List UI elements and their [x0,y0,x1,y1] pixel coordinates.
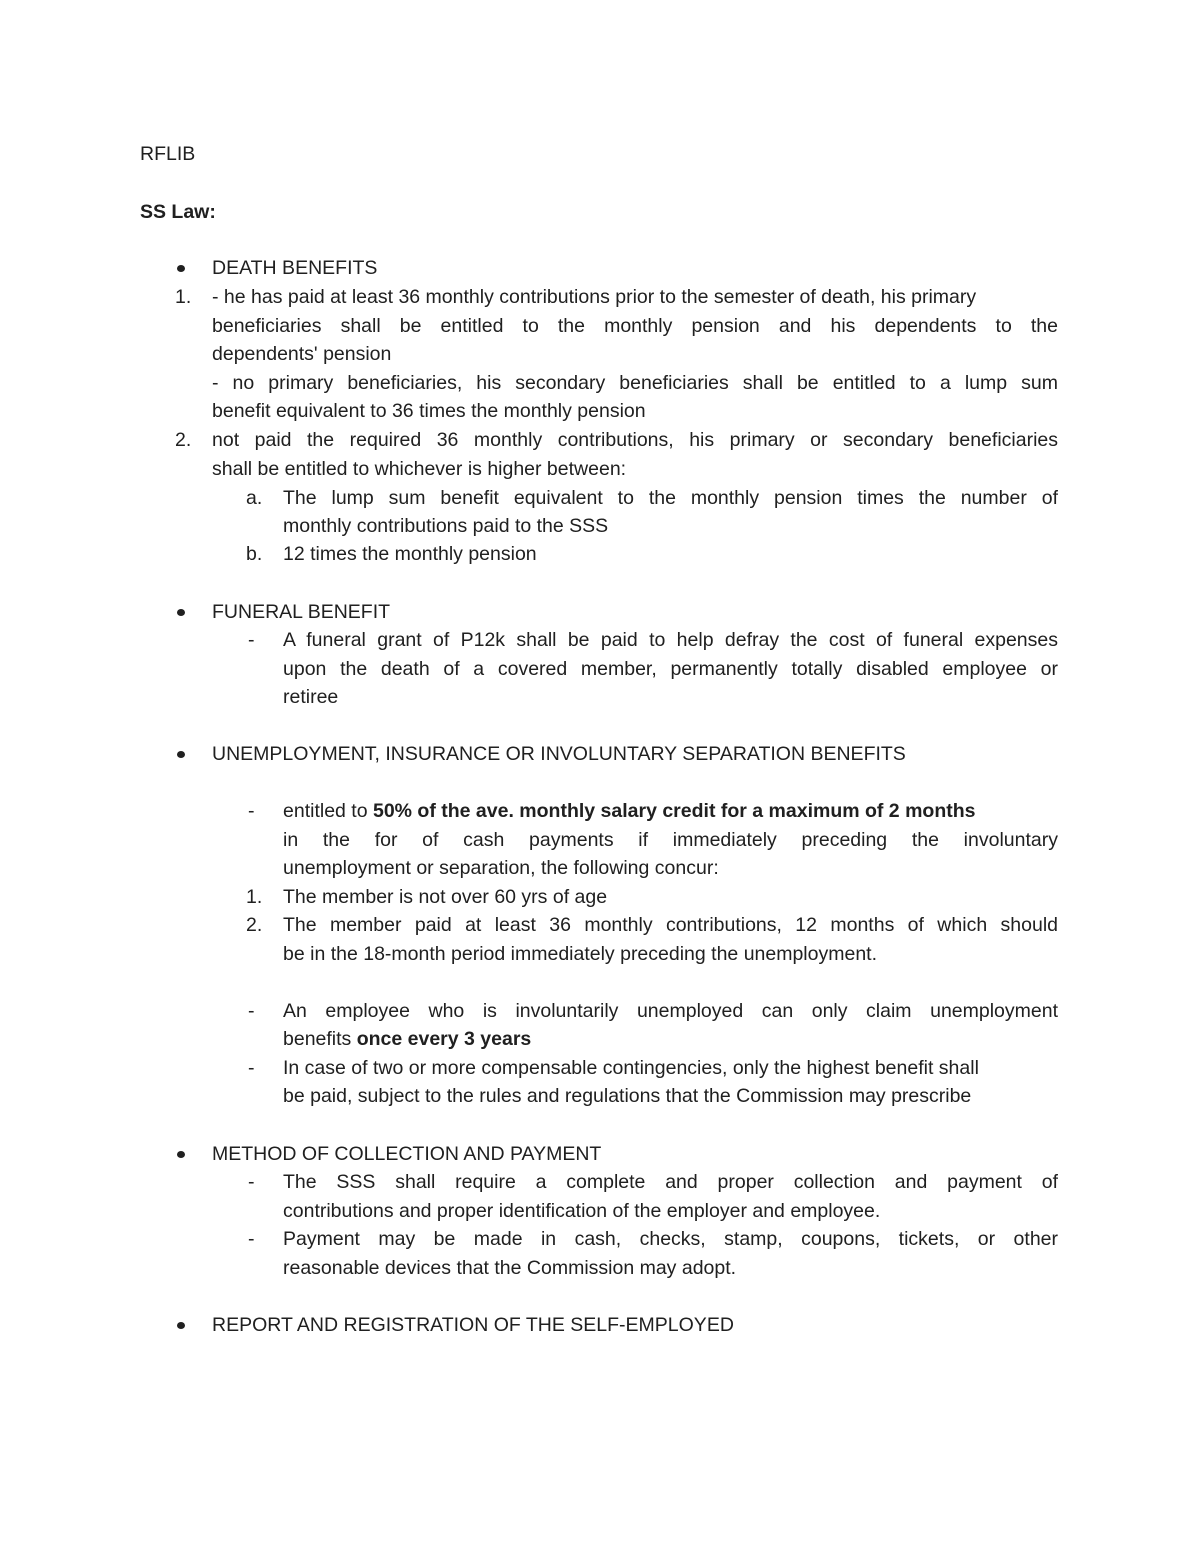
bullet-icon [177,609,185,616]
emphasis-text: 50% of the ave. monthly salary credit for a maximum of 2 months [372,800,976,822]
collection-p1-line: The SSS shall require a complete and proper collection and payment of [283,1171,1058,1193]
list-marker: 1. [175,286,192,308]
bullet-icon [177,1151,185,1158]
unemployment-p3-line: be paid, subject to the rules and regulations that the Commission may prescribe [283,1085,972,1107]
unemployment-p3-line: In case of two or more compensable contingencies, only the highest benefit shall [283,1057,979,1079]
collection-p2-line: Payment may be made in cash, checks, stamp, coupons, tickets, or other [283,1228,1058,1250]
text-run: benefits [283,1028,357,1050]
funeral-line: upon the death of a covered member, permanently totally disabled employee or [283,658,1058,680]
funeral-line: retiree [283,686,339,708]
death-sub-a-line: The lump sum benefit equivalent to the monthly pension times the number of [283,487,1058,509]
unemployment-p1-line: in the for of cash payments if immediately preceding the involuntary [283,829,1058,851]
list-marker: b. [246,543,263,565]
unemployment-n1-line: The member is not over 60 yrs of age [283,886,608,908]
unemployment-p2-line: An employee who is involuntarily unemployed can only claim unemployment [283,1000,1058,1022]
list-marker: 2. [246,914,263,936]
death-item1-line: - no primary beneficiaries, his secondary beneficiaries shall be entitled to a lump sum [212,372,1058,394]
text-run: entitled to [283,800,373,822]
collection-p1-line: contributions and proper identification of the employer and employee. [283,1200,881,1222]
emphasis-text: once every 3 years [356,1028,532,1050]
unemployment-header: UNEMPLOYMENT, INSURANCE OR INVOLUNTARY SEPARATION BENEFITS [212,743,906,765]
death-benefits-header: DEATH BENEFITS [212,257,378,279]
dash-marker: - [248,629,255,651]
funeral-benefit-header: FUNERAL BENEFIT [212,601,391,623]
funeral-line: A funeral grant of P12k shall be paid to help defray the cost of funeral expenses [283,629,1058,651]
death-item1-line: - he has paid at least 36 monthly contributions prior to the semester of death, his primary [212,286,977,308]
unemployment-n2-line: The member paid at least 36 monthly contributions, 12 months of which should [283,914,1058,936]
death-item1-line: beneficiaries shall be entitled to the monthly pension and his dependents to the [212,315,1058,337]
unemployment-n2-line: be in the 18-month period immediately preceding the unemployment. [283,943,878,965]
dash-marker: - [248,1057,255,1079]
unemployment-p1-line: unemployment or separation, the following concur: [283,857,719,879]
dash-marker: - [248,1228,255,1250]
bullet-icon [177,265,185,272]
death-sub-b-line: 12 times the monthly pension [283,543,537,565]
dash-marker: - [248,1171,255,1193]
death-item2-line: not paid the required 36 monthly contributions, his primary or secondary beneficiaries [212,429,1058,451]
bullet-icon [177,1322,185,1329]
list-marker: 1. [246,886,263,908]
report-header: REPORT AND REGISTRATION OF THE SELF-EMPLOYED [212,1314,734,1336]
list-marker: 2. [175,429,192,451]
dash-marker: - [248,1000,255,1022]
death-sub-a-line: monthly contributions paid to the SSS [283,515,609,537]
death-item1-line: benefit equivalent to 36 times the monthly pension [212,400,646,422]
unemployment-p2-line [283,1025,531,1053]
dash-marker: - [248,800,255,822]
list-marker: a. [246,487,263,509]
death-item2-line: shall be entitled to whichever is higher between: [212,458,627,480]
unemployment-p1-line [283,797,976,825]
death-item1-line: dependents' pension [212,343,392,365]
collection-header: METHOD OF COLLECTION AND PAYMENT [212,1143,602,1165]
section-heading: SS Law: [140,201,216,223]
document-title: RFLIB [140,143,196,165]
collection-p2-line: reasonable devices that the Commission may adopt. [283,1257,737,1279]
bullet-icon [177,751,185,758]
